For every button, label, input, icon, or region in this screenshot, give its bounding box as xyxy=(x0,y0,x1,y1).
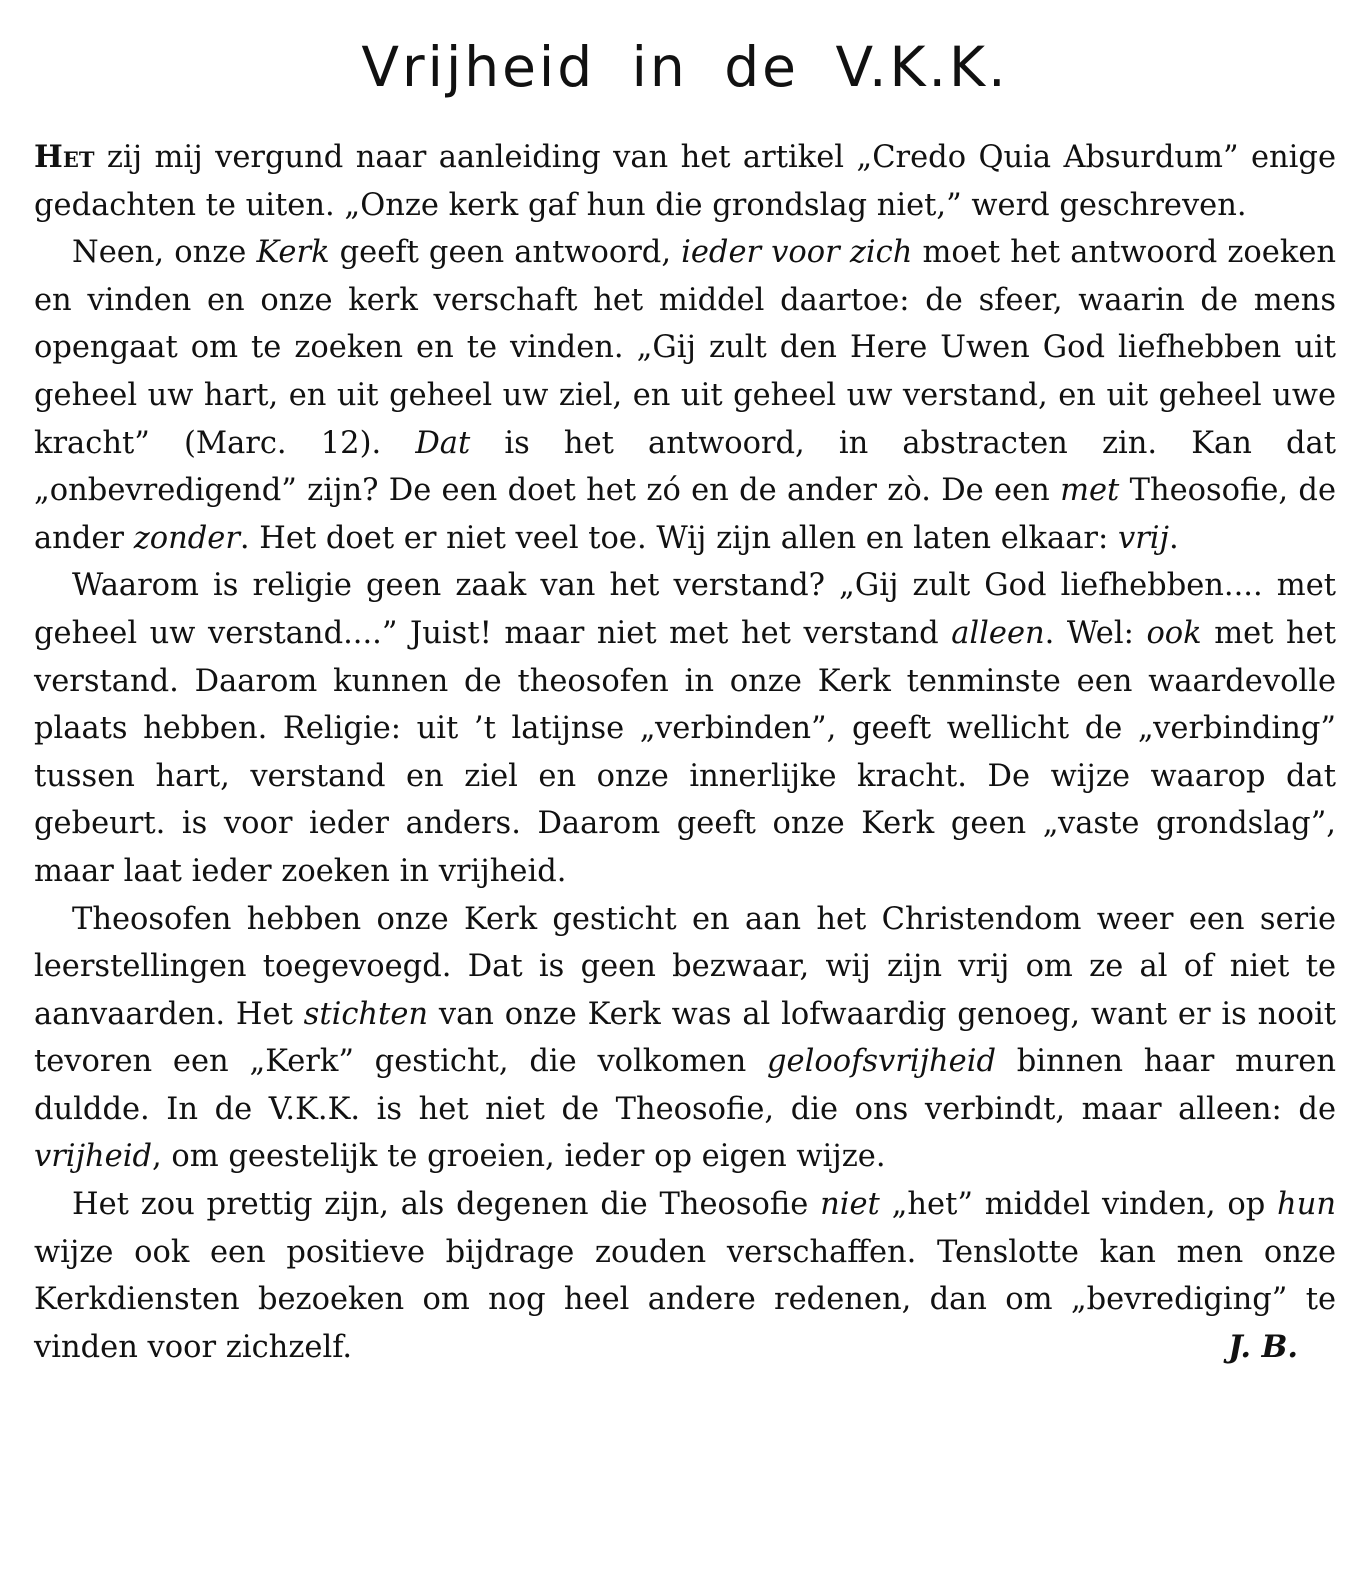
body-text-run: van onze Kerk was al lofwaardig genoeg, want er is nooit tevoren een „Kerk” gesticht, die volkomen xyxy=(34,996,1336,1080)
body-text-run: . xyxy=(1169,520,1179,556)
body-text-run: Het zou prettig zijn, als degenen die Theosofie xyxy=(72,1187,821,1223)
body-text-run: Het xyxy=(34,139,95,175)
body-text-run: Waarom is religie geen zaak van het verstand? „Gij zult God liefhebben.... met geheel uw verstand....” Juist! maar niet met het verstand xyxy=(34,568,1336,651)
body-text-run: . Wel: xyxy=(1044,615,1147,651)
paragraph-1 xyxy=(34,134,1336,229)
emphasis-text: ook xyxy=(1146,615,1202,651)
emphasis-text: niet xyxy=(820,1187,880,1223)
body-text-run: geeft geen antwoord, xyxy=(329,235,682,271)
body-text-run: zij mij vergund naar aanleiding van het artikel „Credo Quia Absurdum” enige gedachten te uiten. „Onze kerk gaf hun die grondslag niet,” werd geschreven. xyxy=(34,140,1336,223)
paragraph-4 xyxy=(34,896,1336,1182)
article-title: Vrijheid in de V.K.K. xyxy=(361,35,1009,99)
emphasis-text: hun xyxy=(1277,1187,1336,1223)
emphasis-text: ieder voor zich xyxy=(681,235,913,271)
body-text-run: , om geestelijk te groeien, ieder op eigen wijze. xyxy=(152,1139,886,1175)
body-text-run: is het antwoord, in abstracten zin. Kan dat „onbevredigend” zijn? De een doet het zó en de ander zò. De een xyxy=(34,425,1336,509)
emphasis-text: stichten xyxy=(303,996,429,1032)
emphasis-text: zonder xyxy=(133,520,240,556)
body-text-run: binnen haar muren duldde. In de V.K.K. is het niet de Theosofie, die ons verbindt, maar alleen: de xyxy=(34,1044,1336,1127)
author-signature: J. B. xyxy=(1228,1328,1298,1365)
body-text-run: „het” middel vinden, op xyxy=(879,1187,1278,1223)
paragraph-3 xyxy=(34,562,1336,895)
article xyxy=(34,24,1336,1564)
emphasis-text: Kerk xyxy=(256,235,330,271)
paragraph-2 xyxy=(34,229,1336,562)
emphasis-text: vrijheid xyxy=(34,1139,152,1175)
body-text-run: . Het doet er niet veel toe. Wij zijn allen en laten elkaar: xyxy=(239,520,1118,556)
paragraph-5 xyxy=(34,1181,1336,1371)
emphasis-text: vrij xyxy=(1117,520,1169,556)
emphasis-text: Dat xyxy=(415,425,471,461)
emphasis-text: alleen xyxy=(951,615,1045,651)
body-text-run: Theosofen hebben onze Kerk gesticht en aan het Christendom weer een serie leerstellingen toegevoegd. Dat is geen bezwaar, wij zijn vrij om ze al of niet te aanvaarden. Het xyxy=(34,901,1336,1032)
article-body xyxy=(34,134,1336,1371)
body-text-run: wijze ook een positieve bijdrage zouden verschaffen. Tenslotte kan men onze Kerkdiensten bezoeken om nog heel andere redenen, dan om „bevrediging” te vinden voor zichzelf. xyxy=(34,1234,1336,1365)
body-text-run: met het verstand. Daarom kunnen de theosofen in onze Kerk tenminste een waardevolle plaats hebben. Religie: uit ’t latijnse „verbinden”, geeft wellicht de „verbinding” tussen hart, verstand en ziel en onze innerlijke kracht. De wijze waarop dat gebeurt. is voor ieder anders. Daarom geeft onze Kerk geen „vaste grondslag”, maar laat ieder zoeken in vrijheid. xyxy=(34,615,1336,889)
emphasis-text: geloofsvrijheid xyxy=(767,1044,997,1080)
emphasis-text: met xyxy=(1060,473,1120,509)
body-text-run: moet het antwoord zoeken en vinden en onze kerk verschaft het middel daartoe: de sfeer, waarin de mens opengaat om te zoeken en te vinden. „Gij zult den Here Uwen God liefhebben uit geheel uw hart, en uit geheel uw ziel, en uit geheel uw verstand, en uit geheel uwe kracht” (Marc. 12). xyxy=(34,235,1337,461)
body-text-run: Theosofie, de ander xyxy=(34,473,1336,556)
body-text-run: Neen, onze xyxy=(72,235,257,271)
